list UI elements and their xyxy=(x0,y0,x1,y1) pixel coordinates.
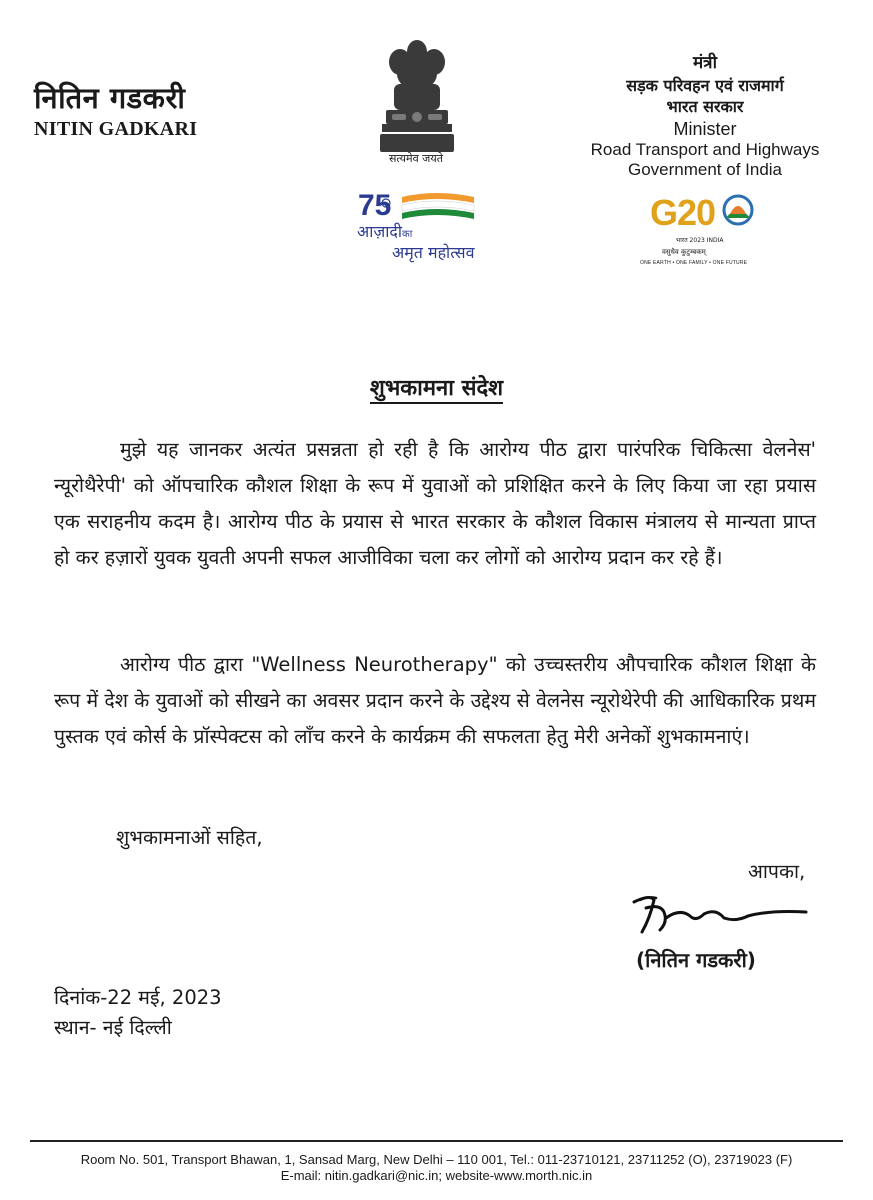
sender-name-english: NITIN GADKARI xyxy=(34,118,198,140)
g20-year-text: भारत 2023 INDIA xyxy=(676,237,724,244)
footer-contact: E-mail: nitin.gadkari@nic.in; website-www.morth.nic.in xyxy=(280,1168,593,1183)
paragraph-1: मुझे यह जानकर अत्यंत प्रसन्नता हो रही है कि आरोग्य पीठ द्वारा पारंपरिक चिकित्सा वेलनेस' न्यूरोथैरेपी' को ऑपचारिक कौशल शिक्षा के रूप में युवाओं को प्रशिक्षित करने के लिए किया जा रहा प्रयास एक सराहनीय कदम है। आरोग्य पीठ के प्रयास से भारत सरकार के कौशल विकास मंत्रालय से मान्यता प्राप्त हो कर हज़ारों युवक युवती अपनी सफल आजीविका चला कर लोगों को आरोग्य प्रदान कर रहे हैं। xyxy=(54,438,816,569)
signatory-name: (नितिन गडकरी) xyxy=(636,948,756,972)
minister-designation-block xyxy=(570,50,840,180)
title-hindi: मंत्री xyxy=(693,53,717,73)
azadi-number: 75 xyxy=(358,189,392,222)
yours-line: आपका, xyxy=(748,860,806,883)
govt-hindi: भारत सरकार xyxy=(666,97,744,116)
ministry-english: Road Transport and Highways xyxy=(590,140,820,159)
govt-english: Government of India xyxy=(627,160,783,179)
ministry-hindi: सड़क परिवहन एवं राजमार्ग xyxy=(626,76,784,95)
footer-divider xyxy=(30,1140,843,1142)
letter-heading-text: शुभकामना संदेश xyxy=(370,376,503,404)
g20-logo-text: G20 xyxy=(650,192,716,233)
azadi-line-1-small: का xyxy=(402,229,413,240)
letter-place: स्थान- नई दिल्ली xyxy=(54,1016,172,1039)
closing-line: शुभकामनाओं सहित, xyxy=(116,826,263,849)
azadi-line-2: अमृत महोत्सव xyxy=(392,243,475,262)
signature-icon xyxy=(620,888,820,948)
emblem-motto: सत्यमेव जयते xyxy=(388,152,443,165)
g20-motto-hindi: वसुधैव कुटुम्बकम् xyxy=(662,248,706,256)
sender-name-hindi: नितिन गडकरी xyxy=(34,81,186,115)
g20-motto-english: ONE EARTH • ONE FAMILY • ONE FUTURE xyxy=(640,260,748,266)
paragraph-2: आरोग्य पीठ द्वारा "Wellness Neurotherapy" को उच्चस्तरीय औपचारिक कौशल शिक्षा के रूप में देश के युवाओं को सीखने का अवसर प्रदान करने के उद्देश्य से वेलनेस न्यूरोथेरेपी की आधिकारिक प्रथम पुस्तक एवं कोर्स के प्रॉस्पेक्टस को लाँच करने के कार्यक्रम की सफलता हेतु मेरी अनेकों शुभकामनाएं। xyxy=(54,653,816,748)
title-english: Minister xyxy=(673,119,737,139)
azadi-line-1 xyxy=(357,220,412,242)
national-emblem-icon xyxy=(372,38,462,156)
azadi-line-1-main: आज़ादी xyxy=(357,222,403,241)
letter-heading xyxy=(0,372,873,402)
letter-date: दिनांक-22 मई, 2023 xyxy=(54,986,222,1009)
footer-address: Room No. 501, Transport Bhawan, 1, Sansad Marg, New Delhi – 110 001, Tel.: 011-23710121, 23711252 (O), 23719023 (F) xyxy=(80,1152,793,1167)
